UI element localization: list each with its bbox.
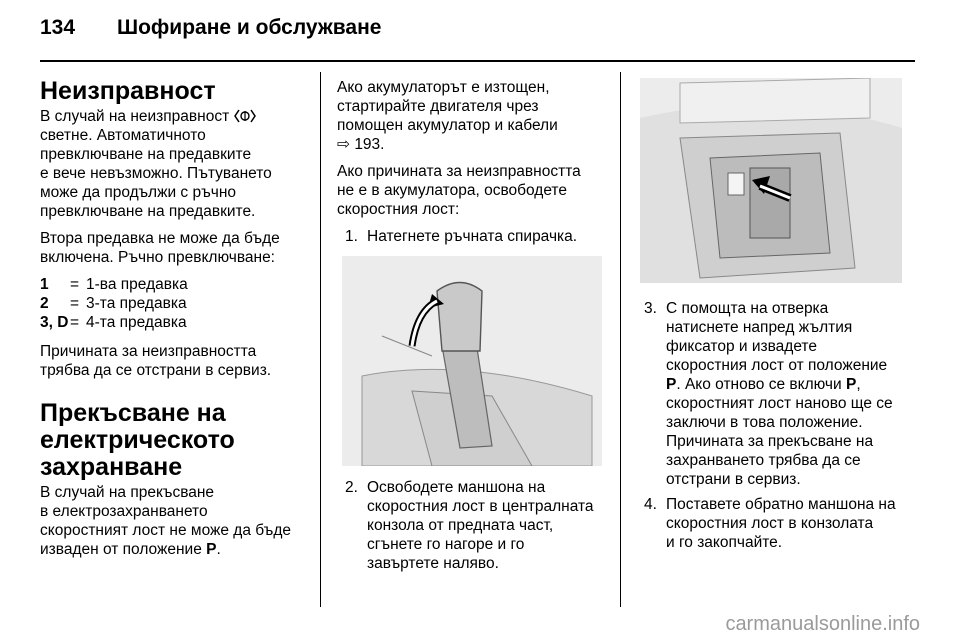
power-interruption-paragraph: В случай на прекъсване в електрозахранването скоростният лост не може да бъде изваден от положение P. xyxy=(40,484,291,558)
shift-lock-image xyxy=(640,78,902,283)
definition-row: 1 = 1-ва предавка xyxy=(40,276,188,293)
malfunction-paragraph: В случай на неизправност светне. Автоматичното превключване на предавките е вече невъзможно. Пътуването може да продължи с ръчно превключване на предавките. xyxy=(40,108,272,220)
column-divider xyxy=(620,72,621,607)
section-heading-malfunction: Неизправност xyxy=(40,77,216,105)
column-2 xyxy=(337,78,607,579)
gear-definition-list xyxy=(40,275,310,332)
service-paragraph: Причината за неизправността трябва да се отстрани в сервиз. xyxy=(40,343,272,379)
step-1: 1. Натегнете ръчната спирачка. xyxy=(345,228,578,245)
section-heading-power-interruption: Прекъсване на електрическото захранване xyxy=(40,399,235,481)
column-3 xyxy=(640,78,920,558)
definition-row: 2 = 3-та предавка xyxy=(40,295,187,312)
step-4: 4. Поставете обратно маншона на скоростния лост в конзолата и го закопчайте. xyxy=(644,496,896,551)
column-divider xyxy=(320,72,321,607)
shift-lock-illustration xyxy=(640,78,902,283)
gearbox-warning-icon xyxy=(234,109,256,123)
page-reference[interactable]: 193. xyxy=(354,136,385,153)
step-3: 3. С помощта на отверка натиснете напред жълтия фиксатор и извадете скоростния лост от положение P. Ако отново се включи P, скоростният лост наново ще се заключи в това положение. Причината за прекъсване на захранването трябва да се отстрани в сервиз. xyxy=(644,300,893,488)
battery-paragraph: Ако акумулаторът е изтощен, стартирайте двигателя чрез помощен акумулатор и кабели ⇨ 193. xyxy=(337,79,558,153)
page-number: 134 xyxy=(40,16,76,39)
gear-lever-image xyxy=(342,256,602,466)
running-title: Шофиране и обслужване xyxy=(117,16,382,39)
definition-row: 3, D = 4-та предавка xyxy=(40,314,187,331)
column-1 xyxy=(40,78,310,567)
page-reference-arrow-icon: ⇨ xyxy=(337,136,350,153)
release-lever-paragraph: Ако причината за неизправността не е в акумулатора, освободете скоростния лост: xyxy=(337,163,581,218)
second-gear-paragraph: Втора предавка не може да бъде включена. Ръчно превключване: xyxy=(40,230,280,266)
gear-lever-illustration xyxy=(342,256,602,466)
step-2: 2. Освободете маншона на скоростния лост в централната конзола от предната част, сгънете го нагоре и го завъртете наляво. xyxy=(345,479,594,572)
watermark: carmanualsonline.info xyxy=(725,613,920,635)
header-rule xyxy=(40,60,915,62)
